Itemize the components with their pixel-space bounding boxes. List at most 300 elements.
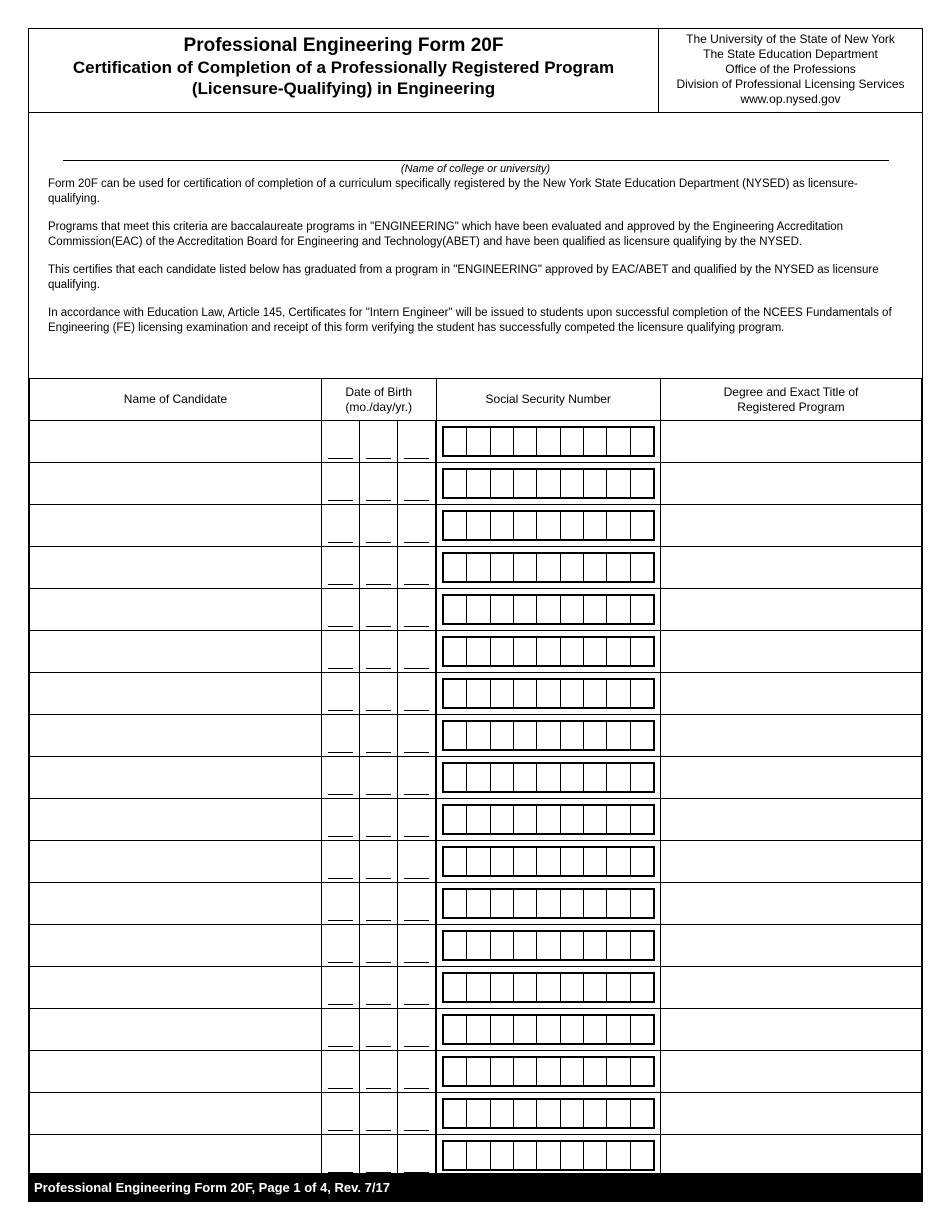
ssn-digit-box[interactable] [583,680,606,707]
degree-cell[interactable] [661,925,922,967]
dob-day-field[interactable] [360,463,398,505]
dob-month-field[interactable] [322,673,360,715]
ssn-digit-box[interactable] [444,890,466,917]
ssn-digit-box[interactable] [560,932,583,959]
degree-cell[interactable] [661,505,922,547]
ssn-digit-box[interactable] [630,638,653,665]
dob-day-field[interactable] [360,1135,398,1177]
underline [404,458,429,459]
dob-day-field[interactable] [360,925,398,967]
ssn-digit-box[interactable] [444,470,466,497]
ssn-digit-box[interactable] [513,1058,536,1085]
ssn-digit-box[interactable] [536,596,559,623]
dob-day-field[interactable] [360,967,398,1009]
ssn-digit-box[interactable] [490,470,513,497]
ssn-digit-box[interactable] [606,890,629,917]
dob-month-field[interactable] [322,967,360,1009]
ssn-digit-box[interactable] [560,722,583,749]
ssn-digit-box[interactable] [630,764,653,791]
intro-section [29,112,922,378]
degree-cell[interactable] [661,757,922,799]
underline [366,1130,391,1131]
ssn-digit-box[interactable] [466,638,489,665]
ssn-digit-box[interactable] [630,848,653,875]
ssn-digit-box[interactable] [606,596,629,623]
ssn-digit-box[interactable] [606,974,629,1001]
candidate-name-cell[interactable] [30,505,322,547]
ssn-digit-box[interactable] [466,1016,489,1043]
ssn-digit-box[interactable] [490,1142,513,1169]
degree-label-2: Registered Program [737,399,845,414]
ssn-digit-box[interactable] [560,1100,583,1127]
ssn-digit-box[interactable] [606,638,629,665]
ssn-digit-box[interactable] [583,848,606,875]
dob-month-field[interactable] [322,1135,360,1177]
ssn-digit-box[interactable] [444,428,466,455]
ssn-boxes [442,468,655,499]
ssn-digit-box[interactable] [630,932,653,959]
ssn-digit-box[interactable] [606,1100,629,1127]
dob-year-field[interactable] [398,463,437,505]
ssn-digit-box[interactable] [444,764,466,791]
ssn-digit-box[interactable] [466,512,489,539]
ssn-digit-box[interactable] [560,890,583,917]
ssn-digit-box[interactable] [490,764,513,791]
dob-year-field[interactable] [398,505,437,547]
dob-year-field[interactable] [398,589,437,631]
degree-cell[interactable] [661,1051,922,1093]
ssn-digit-box[interactable] [630,1016,653,1043]
degree-cell[interactable] [661,421,922,463]
dob-month-field[interactable] [322,547,360,589]
ssn-digit-box[interactable] [630,512,653,539]
footer-bar: Professional Engineering Form 20F, Page 1 of 4, Rev. 7/17 [28,1173,923,1202]
candidate-name-cell[interactable] [30,547,322,589]
ssn-cell [436,1135,661,1177]
ssn-digit-box[interactable] [466,428,489,455]
dob-month-field[interactable] [322,505,360,547]
dob-year-field[interactable] [398,1051,437,1093]
ssn-digit-box[interactable] [466,596,489,623]
ssn-digit-box[interactable] [630,1058,653,1085]
candidate-name-cell[interactable] [30,1093,322,1135]
ssn-digit-box[interactable] [606,470,629,497]
ssn-digit-box[interactable] [606,512,629,539]
underline [404,752,429,753]
ssn-digit-box[interactable] [536,1100,559,1127]
dob-month-field[interactable] [322,421,360,463]
ssn-digit-box[interactable] [630,1100,653,1127]
ssn-boxes [442,720,655,751]
ssn-digit-box[interactable] [513,848,536,875]
ssn-digit-box[interactable] [466,680,489,707]
ssn-digit-box[interactable] [560,638,583,665]
candidate-name-cell[interactable] [30,463,322,505]
ssn-digit-box[interactable] [490,848,513,875]
ssn-digit-box[interactable] [466,806,489,833]
dob-year-field[interactable] [398,1135,437,1177]
dob-year-field[interactable] [398,421,437,463]
ssn-digit-box[interactable] [630,470,653,497]
ssn-digit-box[interactable] [560,554,583,581]
ssn-digit-box[interactable] [583,470,606,497]
ssn-cell [436,967,661,1009]
ssn-digit-box[interactable] [606,1058,629,1085]
ssn-digit-box[interactable] [513,428,536,455]
ssn-digit-box[interactable] [513,512,536,539]
ssn-digit-box[interactable] [536,1058,559,1085]
underline [328,920,353,921]
ssn-digit-box[interactable] [583,932,606,959]
table-row [30,589,922,631]
ssn-digit-box[interactable] [583,554,606,581]
candidate-name-cell[interactable] [30,757,322,799]
degree-cell[interactable] [661,715,922,757]
table-row [30,967,922,1009]
ssn-digit-box[interactable] [444,932,466,959]
ssn-boxes [442,552,655,583]
ssn-digit-box[interactable] [583,596,606,623]
ssn-digit-box[interactable] [606,554,629,581]
ssn-digit-box[interactable] [583,638,606,665]
dob-day-field[interactable] [360,631,398,673]
degree-cell[interactable] [661,799,922,841]
ssn-digit-box[interactable] [536,848,559,875]
underline [366,710,391,711]
candidate-table [29,378,922,1177]
ssn-digit-box[interactable] [583,1016,606,1043]
dob-day-field[interactable] [360,715,398,757]
table-row [30,673,922,715]
degree-cell[interactable] [661,463,922,505]
dob-day-field[interactable] [360,589,398,631]
dob-day-field[interactable] [360,1093,398,1135]
ssn-digit-box[interactable] [536,764,559,791]
ssn-digit-box[interactable] [466,764,489,791]
ssn-digit-box[interactable] [560,1058,583,1085]
agency-line: Division of Professional Licensing Services [676,77,905,91]
ssn-digit-box[interactable] [536,680,559,707]
ssn-digit-box[interactable] [560,764,583,791]
ssn-digit-box[interactable] [444,512,466,539]
agency-website: www.op.nysed.gov [740,92,841,106]
ssn-digit-box[interactable] [606,764,629,791]
ssn-digit-box[interactable] [536,1142,559,1169]
ssn-digit-box[interactable] [513,806,536,833]
ssn-digit-box[interactable] [560,848,583,875]
ssn-digit-box[interactable] [536,428,559,455]
ssn-digit-box[interactable] [560,428,583,455]
dob-month-field[interactable] [322,1009,360,1051]
dob-day-field[interactable] [360,1009,398,1051]
ssn-digit-box[interactable] [536,638,559,665]
ssn-digit-box[interactable] [536,470,559,497]
paragraph: In accordance with Education Law, Article 145, Certificates for "Intern Engineer" will be issued to students upon successful completion of the NCEES Fundamentals of Engineering (FE) licensing examination and receipt of this form verifying the student has successfully competed the licensure qualifying program. [48,307,892,334]
ssn-digit-box[interactable] [536,806,559,833]
paragraph: Programs that meet this criteria are baccalaureate programs in "ENGINEERING" which have been evaluated and approved by the Engineering Accreditation Commission(EAC) of the Accreditation Board for Engineering and Technology(ABET) and have been qualified as licensure qualifying by the NYSED. [48,221,844,248]
candidate-name-cell[interactable] [30,1009,322,1051]
dob-day-field[interactable] [360,421,398,463]
ssn-digit-box[interactable] [583,512,606,539]
ssn-digit-box[interactable] [444,1016,466,1043]
degree-cell[interactable] [661,841,922,883]
ssn-digit-box[interactable] [513,1016,536,1043]
ssn-digit-box[interactable] [513,680,536,707]
ssn-digit-box[interactable] [583,806,606,833]
degree-cell[interactable] [661,1135,922,1177]
candidate-name-cell[interactable] [30,967,322,1009]
ssn-boxes [442,888,655,919]
candidate-name-cell[interactable] [30,631,322,673]
dob-month-field[interactable] [322,1093,360,1135]
ssn-digit-box[interactable] [606,848,629,875]
ssn-cell [436,631,661,673]
ssn-digit-box[interactable] [513,1142,536,1169]
ssn-digit-box[interactable] [490,554,513,581]
ssn-digit-box[interactable] [583,890,606,917]
degree-cell[interactable] [661,631,922,673]
dob-year-field[interactable] [398,1093,437,1135]
degree-cell[interactable] [661,673,922,715]
ssn-digit-box[interactable] [583,1100,606,1127]
ssn-digit-box[interactable] [536,512,559,539]
table-row [30,463,922,505]
ssn-boxes [442,762,655,793]
ssn-digit-box[interactable] [466,470,489,497]
ssn-digit-box[interactable] [513,638,536,665]
candidate-name-cell[interactable] [30,673,322,715]
dob-day-field[interactable] [360,673,398,715]
underline [328,752,353,753]
ssn-digit-box[interactable] [513,890,536,917]
ssn-cell [436,715,661,757]
ssn-digit-box[interactable] [490,512,513,539]
underline [366,1004,391,1005]
ssn-digit-box[interactable] [630,806,653,833]
ssn-digit-box[interactable] [444,1142,466,1169]
ssn-digit-box[interactable] [513,932,536,959]
dob-day-field[interactable] [360,841,398,883]
ssn-digit-box[interactable] [466,890,489,917]
dob-month-field[interactable] [322,799,360,841]
ssn-digit-box[interactable] [513,1100,536,1127]
ssn-digit-box[interactable] [583,428,606,455]
ssn-digit-box[interactable] [513,974,536,1001]
underline [366,542,391,543]
ssn-digit-box[interactable] [466,1058,489,1085]
ssn-digit-box[interactable] [490,680,513,707]
ssn-digit-box[interactable] [630,1142,653,1169]
dob-year-field[interactable] [398,631,437,673]
ssn-digit-box[interactable] [444,974,466,1001]
dob-day-field[interactable] [360,883,398,925]
ssn-digit-box[interactable] [536,1016,559,1043]
dob-year-field[interactable] [398,757,437,799]
table-row [30,715,922,757]
dob-year-field[interactable] [398,883,437,925]
ssn-digit-box[interactable] [583,722,606,749]
underline [404,920,429,921]
dob-label: Date of Birth [345,384,413,399]
ssn-digit-box[interactable] [490,638,513,665]
ssn-digit-box[interactable] [466,848,489,875]
degree-cell[interactable] [661,589,922,631]
ssn-digit-box[interactable] [466,974,489,1001]
ssn-boxes [442,1140,655,1171]
ssn-digit-box[interactable] [513,596,536,623]
underline [366,458,391,459]
underline [328,1088,353,1089]
ssn-digit-box[interactable] [606,806,629,833]
ssn-boxes [442,1014,655,1045]
ssn-digit-box[interactable] [513,764,536,791]
table-row [30,841,922,883]
ssn-digit-box[interactable] [606,722,629,749]
ssn-cell [436,463,661,505]
underline [404,584,429,585]
ssn-digit-box[interactable] [536,932,559,959]
ssn-digit-box[interactable] [560,1142,583,1169]
dob-month-field[interactable] [322,883,360,925]
college-name-field[interactable] [63,160,889,161]
dob-month-field[interactable] [322,757,360,799]
ssn-digit-box[interactable] [444,638,466,665]
table-row [30,505,922,547]
ssn-digit-box[interactable] [490,974,513,1001]
degree-cell[interactable] [661,1093,922,1135]
ssn-digit-box[interactable] [560,680,583,707]
ssn-digit-box[interactable] [560,596,583,623]
ssn-digit-box[interactable] [560,470,583,497]
ssn-digit-box[interactable] [444,596,466,623]
ssn-digit-box[interactable] [513,722,536,749]
degree-cell[interactable] [661,1009,922,1051]
ssn-digit-box[interactable] [490,596,513,623]
ssn-digit-box[interactable] [536,974,559,1001]
dob-month-field[interactable] [322,1051,360,1093]
ssn-digit-box[interactable] [513,470,536,497]
ssn-digit-box[interactable] [490,806,513,833]
ssn-digit-box[interactable] [560,512,583,539]
dob-year-field[interactable] [398,967,437,1009]
ssn-digit-box[interactable] [536,554,559,581]
ssn-digit-box[interactable] [513,554,536,581]
ssn-digit-box[interactable] [630,890,653,917]
ssn-digit-box[interactable] [583,1058,606,1085]
ssn-digit-box[interactable] [630,596,653,623]
dob-day-field[interactable] [360,1051,398,1093]
dob-year-field[interactable] [398,673,437,715]
underline [366,794,391,795]
ssn-digit-box[interactable] [606,428,629,455]
underline [328,626,353,627]
ssn-digit-box[interactable] [606,680,629,707]
candidate-name-cell[interactable] [30,715,322,757]
ssn-digit-box[interactable] [583,764,606,791]
candidate-name-cell[interactable] [30,883,322,925]
dob-year-field[interactable] [398,925,437,967]
ssn-digit-box[interactable] [444,1100,466,1127]
candidate-name-cell[interactable] [30,841,322,883]
ssn-digit-box[interactable] [630,680,653,707]
ssn-digit-box[interactable] [490,428,513,455]
underline [366,836,391,837]
ssn-digit-box[interactable] [444,1058,466,1085]
ssn-cell [436,421,661,463]
table-row [30,547,922,589]
ssn-digit-box[interactable] [606,1016,629,1043]
ssn-digit-box[interactable] [444,806,466,833]
ssn-digit-box[interactable] [630,554,653,581]
candidate-name-cell[interactable] [30,799,322,841]
ssn-digit-box[interactable] [606,932,629,959]
dob-year-field[interactable] [398,841,437,883]
ssn-digit-box[interactable] [583,1142,606,1169]
ssn-digit-box[interactable] [560,806,583,833]
dob-day-field[interactable] [360,757,398,799]
dob-month-field[interactable] [322,463,360,505]
ssn-digit-box[interactable] [490,1100,513,1127]
candidate-name-cell[interactable] [30,1051,322,1093]
ssn-digit-box[interactable] [466,1100,489,1127]
ssn-digit-box[interactable] [466,1142,489,1169]
ssn-digit-box[interactable] [536,722,559,749]
ssn-digit-box[interactable] [606,1142,629,1169]
dob-year-field[interactable] [398,547,437,589]
ssn-digit-box[interactable] [466,554,489,581]
dob-month-field[interactable] [322,631,360,673]
ssn-digit-box[interactable] [444,848,466,875]
candidate-name-cell[interactable] [30,925,322,967]
ssn-digit-box[interactable] [444,722,466,749]
dob-month-field[interactable] [322,589,360,631]
underline [328,878,353,879]
ssn-digit-box[interactable] [630,722,653,749]
underline [404,710,429,711]
degree-cell[interactable] [661,547,922,589]
degree-cell[interactable] [661,883,922,925]
ssn-digit-box[interactable] [630,974,653,1001]
dob-year-field[interactable] [398,715,437,757]
candidate-name-cell[interactable] [30,1135,322,1177]
dob-month-field[interactable] [322,841,360,883]
dob-year-field[interactable] [398,1009,437,1051]
degree-cell[interactable] [661,967,922,1009]
ssn-digit-box[interactable] [444,554,466,581]
ssn-digit-box[interactable] [466,722,489,749]
ssn-digit-box[interactable] [490,1058,513,1085]
ssn-digit-box[interactable] [630,428,653,455]
ssn-digit-box[interactable] [560,974,583,1001]
candidate-name-cell[interactable] [30,589,322,631]
ssn-digit-box[interactable] [583,974,606,1001]
ssn-digit-box[interactable] [490,722,513,749]
ssn-digit-box[interactable] [536,890,559,917]
ssn-digit-box[interactable] [490,1016,513,1043]
ssn-digit-box[interactable] [490,890,513,917]
candidate-name-cell[interactable] [30,421,322,463]
dob-month-field[interactable] [322,925,360,967]
ssn-digit-box[interactable] [490,932,513,959]
ssn-digit-box[interactable] [560,1016,583,1043]
dob-day-field[interactable] [360,799,398,841]
dob-day-field[interactable] [360,505,398,547]
dob-year-field[interactable] [398,799,437,841]
dob-day-field[interactable] [360,547,398,589]
ssn-digit-box[interactable] [444,680,466,707]
dob-month-field[interactable] [322,715,360,757]
ssn-digit-box[interactable] [466,932,489,959]
